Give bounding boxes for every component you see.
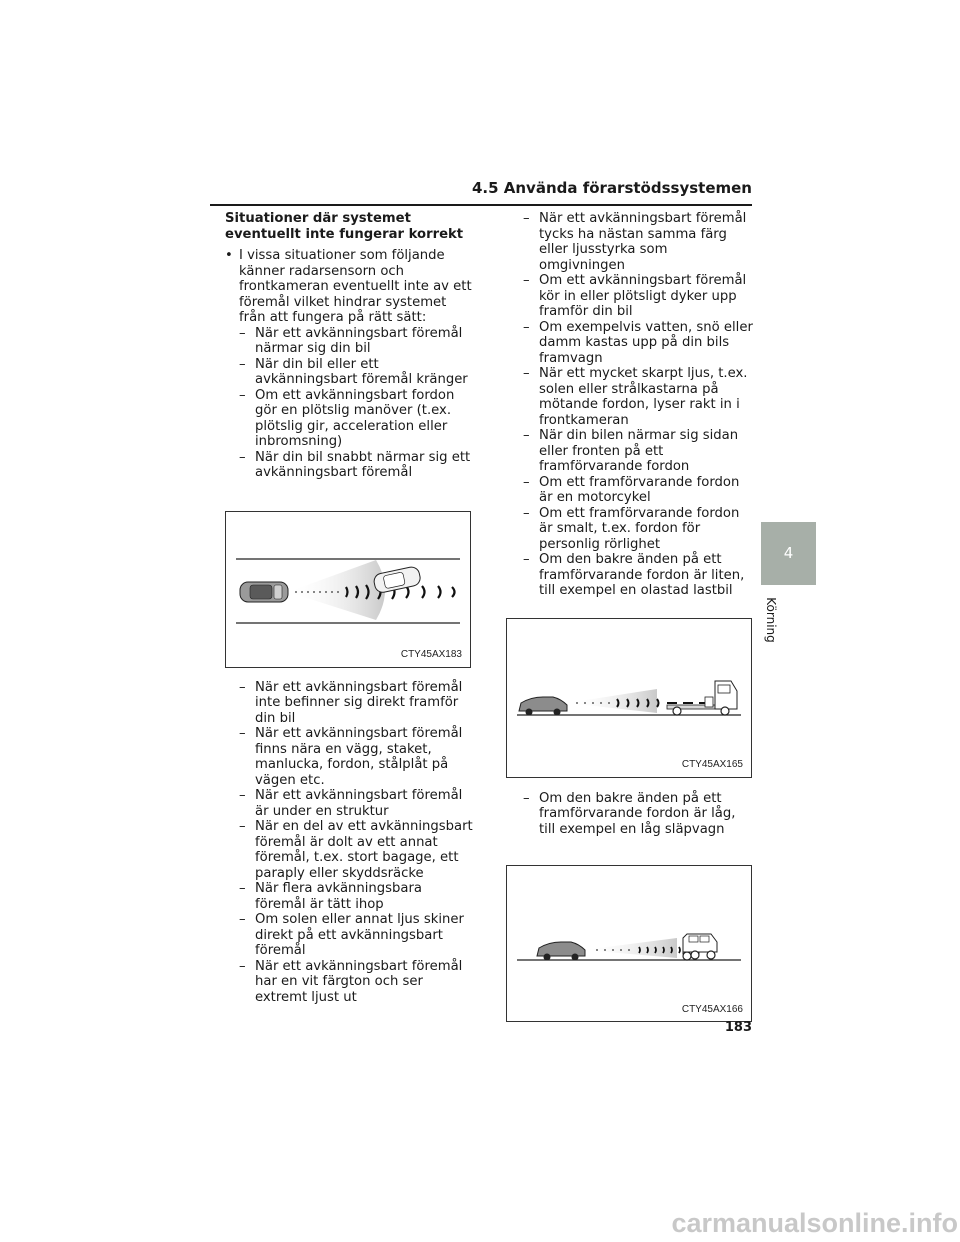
figure-code: CTY45AX166: [681, 1003, 743, 1015]
list-item: – När ett mycket skarpt ljus, t.ex. solen eller strålkastarna på mötande fordon, lyser rakt in i frontkameran: [523, 366, 748, 428]
page-header: [210, 176, 752, 206]
list-item: – Om den bakre änden på ett framförvarande fordon är låg, till exempel en låg släpvagn: [523, 790, 736, 837]
chapter-tab-number: 4: [783, 544, 794, 562]
list-item: – Om ett avkänningsbart fordon gör en plötslig manöver (t.ex. plötslig gir, acceleration eller inbromsning): [239, 387, 455, 449]
right-column: [523, 211, 755, 1022]
watermark: carmanualsonline.info: [671, 1208, 958, 1238]
left-column: [225, 211, 473, 1005]
truck-icon: [667, 681, 737, 715]
list-item: – När din bil eller ett avkänningsbart föremål kränger: [239, 356, 468, 387]
list-item: – När ett avkänningsbart föremål närmar sig din bil: [239, 325, 463, 356]
sensor-beam: [288, 560, 385, 620]
bullet-mark: •: [225, 248, 233, 263]
own-car-icon: [537, 942, 585, 961]
own-car-icon: [240, 582, 288, 602]
figure-empty-truck: [506, 618, 752, 778]
sensor-beam: [567, 689, 657, 713]
figure-low-trailer: [506, 865, 752, 1022]
situation-list-a: [239, 326, 473, 481]
intro-bullet: [225, 248, 473, 326]
list-item: – När ett avkänningsbart föremål inte befinner sig direkt framför din bil: [239, 679, 463, 726]
approaching-vehicle-illustration: [226, 512, 470, 667]
list-item: – Om solen eller annat ljus skiner direkt på ett avkänningsbart föremål: [239, 912, 464, 958]
list-item: – När din bil snabbt närmar sig ett avkänningsbart föremål: [239, 449, 471, 480]
figure-code: CTY45AX165: [681, 759, 743, 770]
header-title: 4.5 Använda förarstödssystemen: [471, 179, 752, 197]
list-item: – När ett avkänningsbart föremål har en vit färgton och ser extremt ljust ut: [239, 958, 463, 1005]
situation-list-d: [523, 791, 755, 838]
list-item: – Om exempelvis vatten, snö eller damm kastas upp på din bils framvagn: [523, 319, 753, 366]
own-car-icon: [519, 697, 567, 716]
list-item: – När ett avkänningsbart föremål är under en struktur: [239, 788, 463, 819]
chapter-tab: [761, 522, 816, 585]
list-item: – När ett avkänningsbart föremål finns nära en vägg, staket, manlucka, fordon, stålplåt på vägen etc.: [239, 726, 463, 788]
list-item: – Om ett framförvarande fordon är en motorcykel: [523, 474, 740, 505]
empty-truck-illustration: [507, 619, 751, 777]
low-trailer-illustration: [507, 866, 751, 1021]
figure-approaching-vehicle: [225, 511, 471, 668]
list-item: – Om ett avkänningsbart föremål kör in eller plötsligt dyker upp framför din bil: [523, 273, 747, 319]
situation-list-b: [239, 680, 473, 1006]
figure-code: CTY45AX183: [400, 649, 462, 660]
chapter-label-text: Körning: [764, 597, 778, 643]
list-item: – När ett avkänningsbart föremål tycks ha nästan samma färg eller ljusstyrka som omgivningen: [523, 211, 747, 273]
list-item: – När din bilen närmar sig sidan eller fronten på ett framförvarande fordon: [523, 428, 739, 474]
list-item: – När flera avkänningsbara föremål är tätt ihop: [239, 881, 422, 912]
list-item: – Om den bakre änden på ett framförvarande fordon är liten, till exempel en olastad lastbil: [523, 552, 745, 598]
list-item: – När en del av ett avkänningsbart föremål är dolt av ett annat föremål, t.ex. stort bagage, ett paraply eller skyddsräcke: [239, 819, 473, 881]
page-number: 183: [724, 1020, 752, 1035]
section-title: Situationer där systemet eventuellt inte fungerar korrekt: [225, 211, 464, 242]
chapter-label: [760, 590, 782, 650]
situation-list-c: [523, 211, 755, 599]
intro-text: I vissa situationer som följande känner radarsensorn och frontkameran eventuellt inte av ett föremål vilket hindrar systemet från att fungera på rätt sätt:: [239, 248, 472, 325]
list-item: – Om ett framförvarande fordon är smalt, t.ex. fordon för personlig rörlighet: [523, 505, 740, 552]
